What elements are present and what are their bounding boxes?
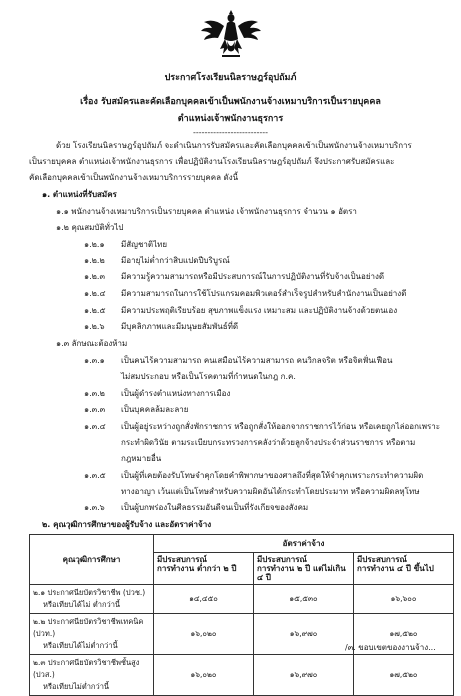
- table-header-row: [30, 535, 454, 553]
- qualification-cell: ๒.๓ ประกาศนียบัตรวิชาชีพชั้นสูง (ปวส.) หรือเทียบไม่ต่ำกว่านี้: [30, 655, 154, 696]
- prohibition-number: ๑.๓.๒: [84, 389, 105, 398]
- prohibition-number: ๑.๓.๕: [84, 471, 106, 480]
- title-divider: --------------------------: [192, 128, 269, 137]
- prohibition-text: เป็นคนไร้ความสามารถ คนเสมือนไร้ความสามารถ คนวิกลจริต หรือจิตฟั่นเฟือน: [121, 356, 393, 365]
- experience-header: มีประสบการณ์ การทำงาน ๔ ปี ขึ้นไป: [354, 553, 454, 585]
- prohibition-number: ๑.๓.๖: [84, 503, 105, 512]
- rate-cell: ๑๖,๖๐๐: [354, 585, 454, 614]
- qualification-number: ๑.๒.๕: [84, 306, 106, 315]
- qualification-column-header: คุณวุฒิการศึกษา: [30, 535, 154, 585]
- prohibition-text: ทางอาญา เว้นแต่เป็นโทษสำหรับความผิดอันได้กระทำโดยประมาท หรือความผิดลหุโทษ: [121, 487, 420, 496]
- intro-line-3: คัดเลือกบุคคลเข้าเป็นพนักงานจ้างเหมาบริการรายบุคคล ดังนี้: [29, 173, 239, 182]
- qualification-number: ๑.๒.๔: [84, 289, 106, 298]
- announcement-subject: เรื่อง รับสมัครและคัดเลือกบุคคลเข้าเป็นพนักงานจ้างเหมาบริการเป็นรายบุคคล: [80, 97, 381, 107]
- intro-line-2: เป็นรายบุคคล ตำแหน่งเจ้าพนักงานธุรการ เพื่อปฏิบัติงานโรงเรียนนิลราษฎร์อุปถัมภ์ จึงประกาศรับสมัครและ: [29, 157, 395, 166]
- prohibition-number: ๑.๓.๔: [84, 422, 106, 431]
- rate-cell: ๑๕,๕๓๐: [254, 585, 354, 614]
- qualification-number: ๑.๒.๒: [84, 256, 105, 265]
- item-1-3: ๑.๓ ลักษณะต้องห้าม: [56, 339, 128, 348]
- rate-column-header: อัตราค่าจ้าง: [154, 535, 454, 553]
- qualification-number: ๑.๒.๖: [84, 322, 105, 331]
- prohibition-text: เป็นผู้ดำรงตำแหน่งทางการเมือง: [121, 389, 231, 398]
- item-1-2: ๑.๒ คุณสมบัติทั่วไป: [56, 223, 124, 232]
- qualification-text: มีสัญชาติไทย: [121, 240, 168, 249]
- rate-cell: ๑๖,๐๒๐: [154, 655, 254, 696]
- prohibition-text: กระทำผิดวินัย ตามระเบียบกระทรวงการคลังว่าด้วยลูกจ้างประจำส่วนราชการ หรือตาม: [121, 438, 416, 447]
- wage-rate-table: [29, 534, 454, 696]
- prohibition-text: เป็นบุคคลล้มละลาย: [121, 405, 189, 414]
- experience-header: มีประสบการณ์ การทำงาน ๒ ปี แต่ไม่เกิน ๔ ปี: [254, 553, 354, 585]
- intro-line-1: ด้วย โรงเรียนนิลราษฎร์อุปถัมภ์ จะดำเนินการรับสมัครและคัดเลือกบุคคลเข้าเป็นพนักงานจ้างเหมาบริการ: [56, 141, 412, 150]
- section-1-heading: ๑. ตำแหน่งที่รับสมัคร: [42, 190, 117, 199]
- rate-cell: ๑๔,๔๕๐: [154, 585, 254, 614]
- table-row: [30, 585, 454, 614]
- prohibition-text: กฎหมายอื่น: [121, 454, 162, 463]
- experience-header: มีประสบการณ์ การทำงาน ต่ำกว่า ๒ ปี: [154, 553, 254, 585]
- prohibition-text: เป็นผู้อยู่ระหว่างถูกสั่งพักราชการ หรือถูกสั่งให้ออกจากราชการไว้ก่อน หรือเคยถูกไล่ออกเพราะ: [121, 422, 441, 431]
- qualification-text: มีความรู้ความสามารถหรือมีประสบการณ์ในการปฏิบัติงานที่รับจ้างเป็นอย่างดี: [121, 272, 385, 281]
- qualification-text: มีความสามารถในการใช้โปรแกรมคอมพิวเตอร์สำเร็จรูปสำหรับสำนักงานเป็นอย่างดี: [121, 289, 407, 298]
- qualification-text: มีความประพฤติเรียบร้อย สุขภาพแข็งแรง เหมาะสม และปฏิบัติงานจ้างด้วยตนเอง: [121, 306, 398, 315]
- garuda-emblem-icon: [200, 8, 262, 60]
- continuation-note: /๓. ขอบเขตของงานจ้าง...: [345, 643, 436, 652]
- table-row: [30, 655, 454, 696]
- prohibition-number: ๑.๓.๑: [84, 356, 105, 365]
- qualification-number: ๑.๒.๓: [84, 272, 105, 281]
- qualification-number: ๑.๒.๑: [84, 240, 105, 249]
- item-1-1: ๑.๑ พนักงานจ้างเหมาบริการเป็นรายบุคคล ตำแหน่ง เจ้าพนักงานธุรการ จำนวน ๑ อัตรา: [56, 207, 357, 216]
- position-title: ตำแหน่งเจ้าพนักงานธุรการ: [177, 114, 284, 124]
- rate-cell: ๑๖,๙๗๐: [254, 655, 354, 696]
- rate-cell: ๑๗,๕๒๐: [354, 614, 454, 655]
- announcement-title: ประกาศโรงเรียนนิลราษฎร์อุปถัมภ์: [164, 73, 297, 83]
- qualification-cell: ๒.๑ ประกาศนียบัตรวิชาชีพ (ปวช.) หรือเทียบได้ไม่ ต่ำกว่านี้: [30, 585, 154, 614]
- prohibition-text: เป็นผู้บกพร่องในศีลธรรมอันดีจนเป็นที่รังเกียจของสังคม: [121, 503, 309, 512]
- qualification-text: มีอายุไม่ต่ำกว่าสิบแปดปีบริบูรณ์: [121, 256, 230, 265]
- qualification-text: มีบุคลิกภาพและมีมนุษยสัมพันธ์ที่ดี: [121, 322, 239, 331]
- qualification-cell: ๒.๒ ประกาศนียบัตรวิชาชีพเทคนิค (ปวท.) หรือเทียบได้ไม่ต่ำกว่านี้: [30, 614, 154, 655]
- section-2-heading: ๒. คุณวุฒิการศึกษาของผู้รับจ้าง และอัตราค่าจ้าง: [42, 520, 212, 529]
- prohibition-text: ไม่สมประกอบ หรือเป็นโรคตามที่กำหนดในกฎ ก.ค.: [121, 372, 296, 381]
- rate-cell: ๑๗,๕๒๐: [354, 655, 454, 696]
- prohibition-text: เป็นผู้ที่เคยต้องรับโทษจำคุกโดยคำพิพากษาของศาลถึงที่สุดให้จำคุกเพราะกระทำความผิด: [121, 471, 424, 480]
- rate-cell: ๑๖,๙๗๐: [254, 614, 354, 655]
- rate-cell: ๑๖,๐๒๐: [154, 614, 254, 655]
- prohibition-number: ๑.๓.๓: [84, 405, 106, 414]
